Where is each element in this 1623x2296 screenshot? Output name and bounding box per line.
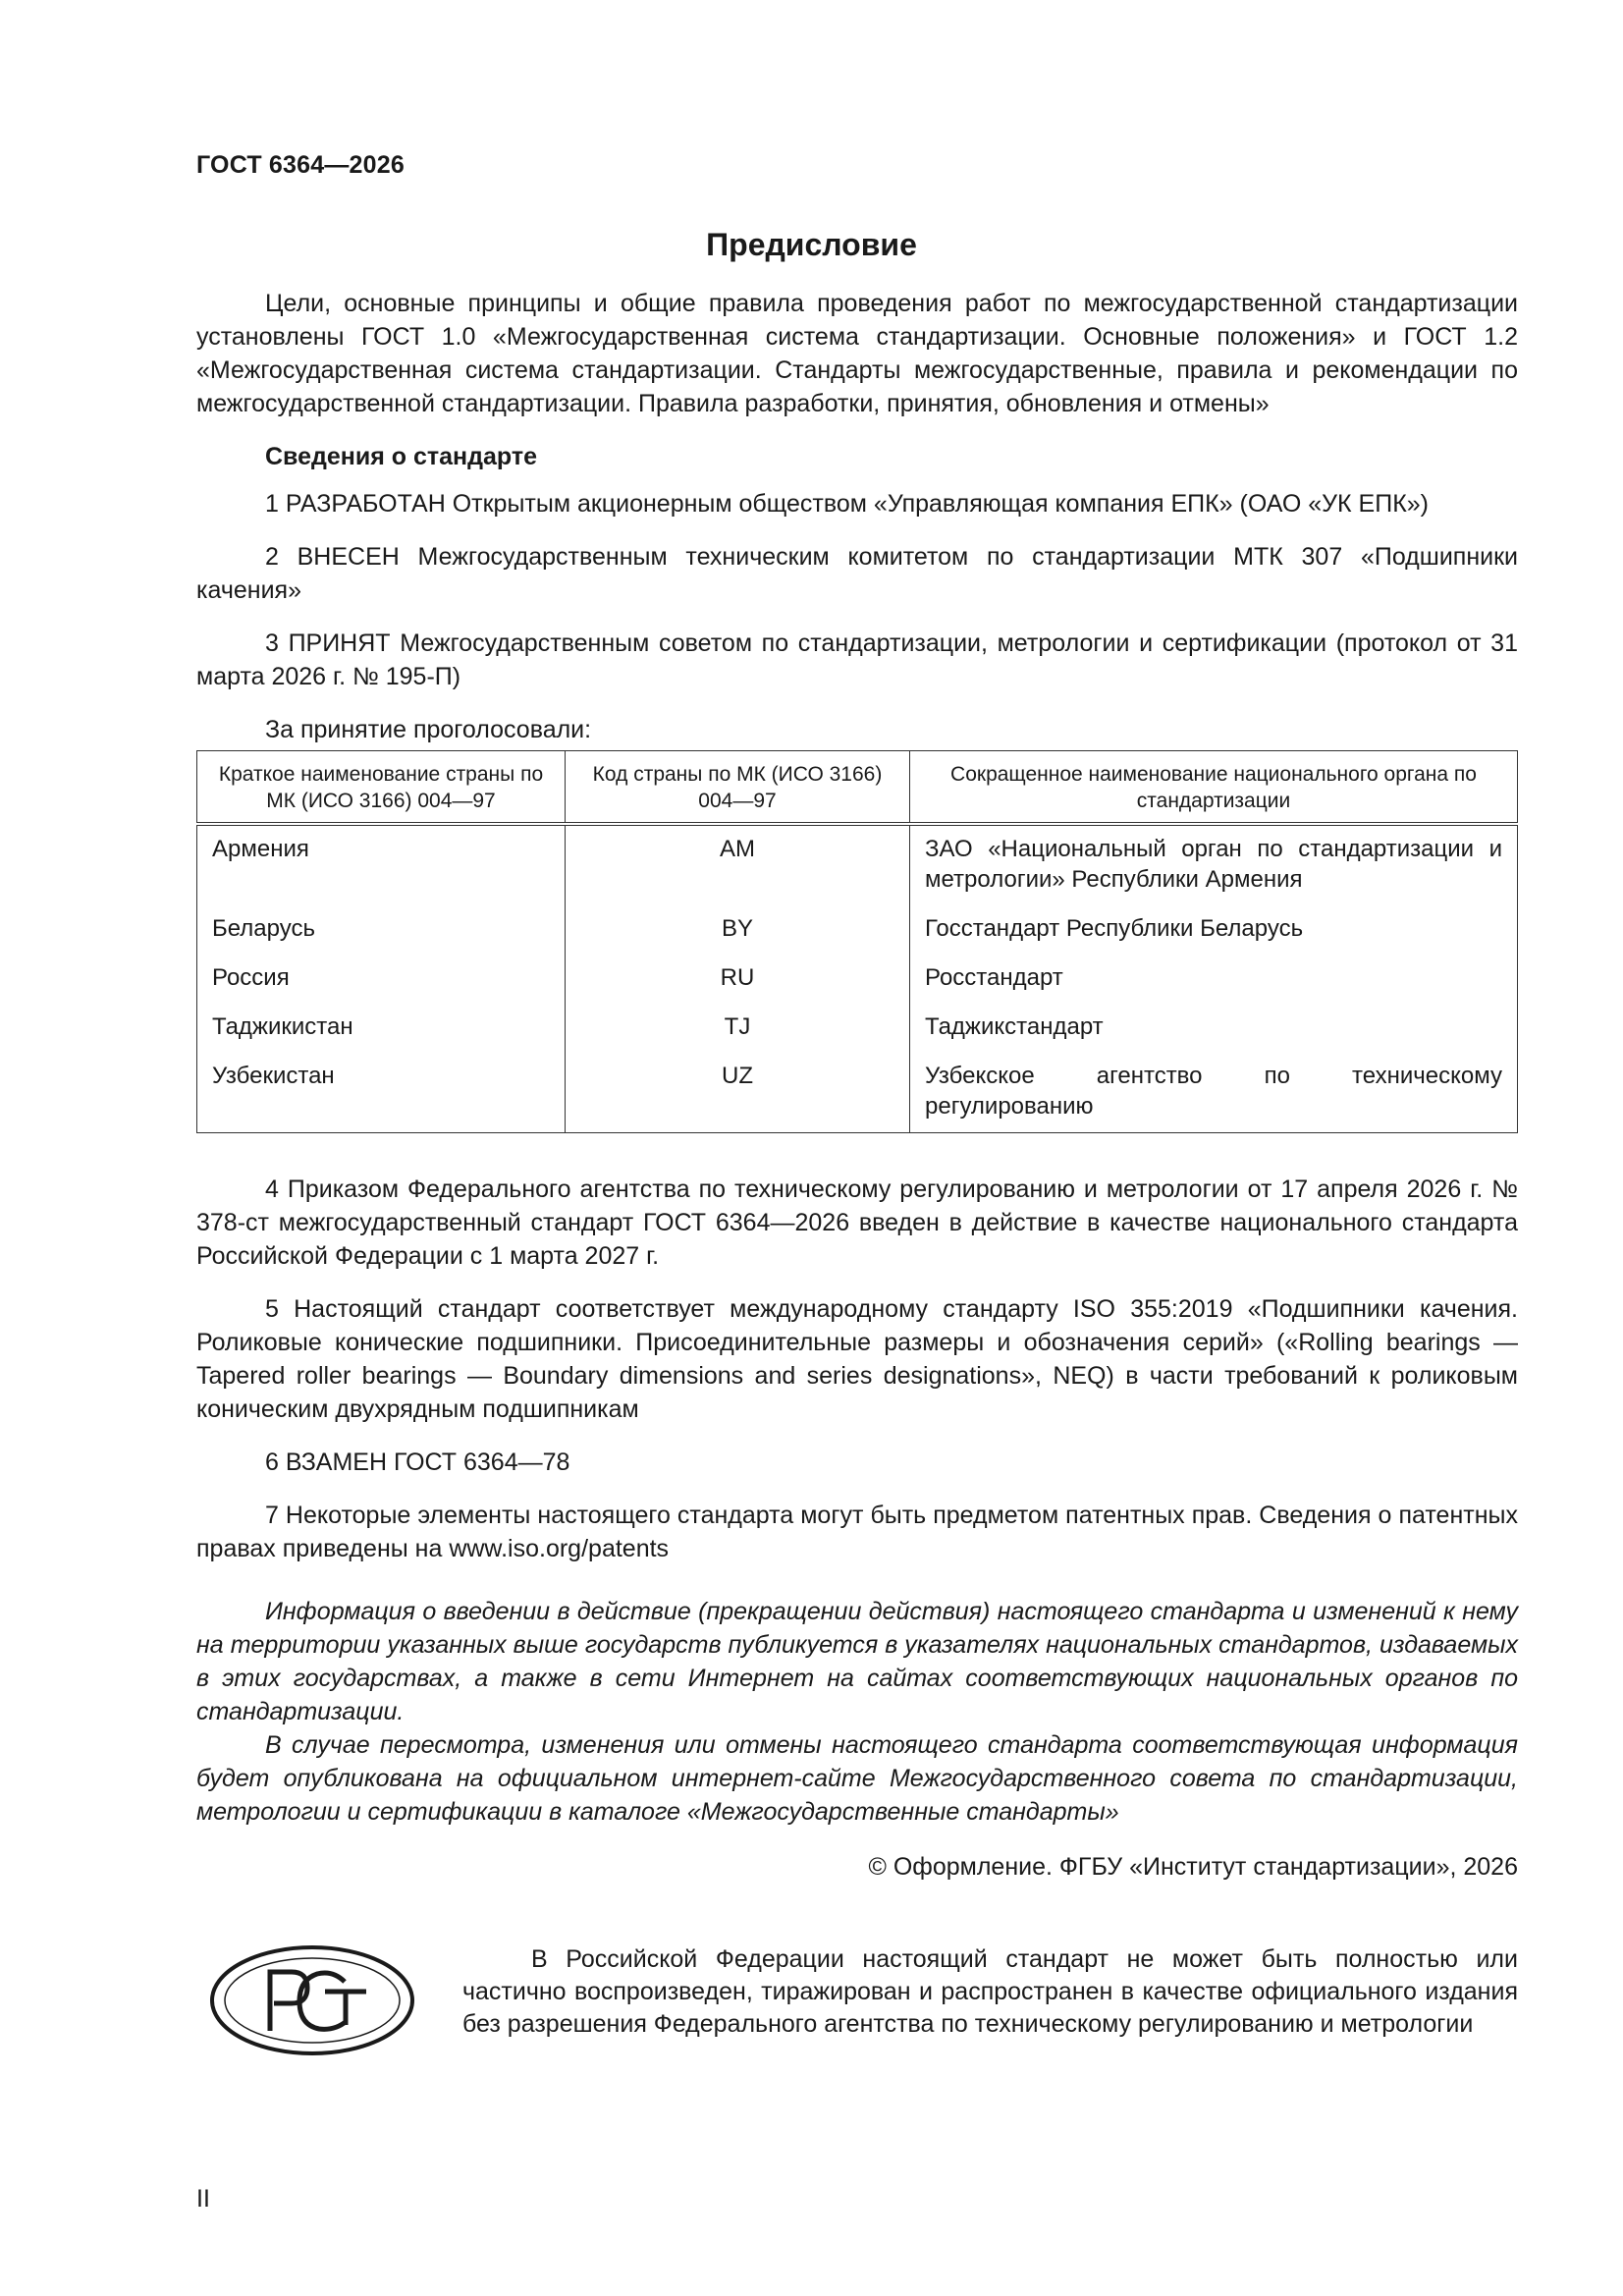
- code-cell: RU: [566, 955, 910, 1004]
- intro-paragraph: Цели, основные принципы и общие правила проведения работ по межгосударственной стандартизации установлены ГОСТ 1.0 «Межгосударственная система стандартизации. Основные положения» и ГОСТ 1.2 «Межгосударственная система стандартизации. Стандарты межгосударственные, правила и рекомендации по межгосударственной стандартизации. Правила разработки, принятия, обновления и отмены»: [196, 290, 1518, 417]
- table-header-code: Код страны по МК (ИСО 3166) 004—97: [566, 751, 910, 825]
- voting-table: [196, 750, 1518, 1133]
- item-replaces: 6 ВЗАМЕН ГОСТ 6364—78: [265, 1449, 570, 1476]
- footer-notice-block: [196, 1943, 1518, 2101]
- org-cell: Таджикстандарт: [910, 1004, 1518, 1053]
- item-introduced: 2 ВНЕСЕН Межгосударственным техническим комитетом по стандартизации МТК 307 «Подшипники качения»: [196, 543, 1518, 604]
- item-developed: 1 РАЗРАБОТАН Открытым акционерным обществом «Управляющая компания ЕПК» (ОАО «УК ЕПК»): [265, 490, 1429, 518]
- item-adopted: 3 ПРИНЯТ Межгосударственным советом по стандартизации, метрологии и сертификации (протокол от 31 марта 2026 г. № 195-П): [196, 629, 1518, 690]
- page-number: II: [196, 2185, 210, 2213]
- table-row: [197, 905, 1518, 955]
- item-patents: 7 Некоторые элементы настоящего стандарта могут быть предметом патентных прав. Сведения о патентных правах приведены на www.iso.org/patents: [196, 1502, 1518, 1562]
- table-header-org: Сокращенное наименование национального органа по стандартизации: [910, 751, 1518, 825]
- code-cell: TJ: [566, 1004, 910, 1053]
- copyright-line: © Оформление. ФГБУ «Институт стандартизации», 2026: [868, 1853, 1518, 1881]
- item-iso: 5 Настоящий стандарт соответствует международному стандарту ISO 355:2019 «Подшипники качения. Роликовые конические подшипники. Присоединительные размеры и обозначения серий» («Rolling bearings — Tapered roller bearings — Boundary dimensions and series designations», NEQ) в части требований к роликовым коническим двухрядным подшипникам: [196, 1295, 1518, 1423]
- reproduction-notice: В Российской Федерации настоящий стандарт не может быть полностью или частично воспроизведен, тиражирован и распространен в качестве официального издания без разрешения Федерального агентства по техническому регулированию и метрологии: [462, 1945, 1518, 2038]
- table-row: [197, 824, 1518, 905]
- rst-logo-icon: [209, 1944, 415, 2057]
- code-cell: AM: [566, 824, 910, 905]
- table-row: [197, 1004, 1518, 1053]
- voted-label: За принятие проголосовали:: [265, 716, 592, 743]
- country-cell: Беларусь: [197, 905, 566, 955]
- page-title: Предисловие: [706, 227, 917, 262]
- country-cell: Узбекистан: [197, 1053, 566, 1133]
- country-cell: Россия: [197, 955, 566, 1004]
- code-cell: UZ: [566, 1053, 910, 1133]
- org-cell: ЗАО «Национальный орган по стандартизации и метрологии» Республики Армения: [910, 824, 1518, 905]
- table-header-country: Краткое наименование страны по МК (ИСО 3166) 004—97: [197, 751, 566, 825]
- document-header: ГОСТ 6364—2026: [196, 151, 405, 179]
- org-cell: Росстандарт: [910, 955, 1518, 1004]
- document-body: [196, 287, 1518, 1884]
- table-row: [197, 1053, 1518, 1133]
- table-row: [197, 955, 1518, 1004]
- item-order: 4 Приказом Федерального агентства по техническому регулированию и метрологии от 17 апреля 2026 г. № 378-ст межгосударственный стандарт ГОСТ 6364—2026 введен в действие в качестве национального стандарта Российской Федерации с 1 марта 2027 г.: [196, 1175, 1518, 1270]
- org-cell: Госстандарт Республики Беларусь: [910, 905, 1518, 955]
- code-cell: BY: [566, 905, 910, 955]
- org-cell: Узбекское агентство по техническому регулированию: [910, 1053, 1518, 1133]
- table-header-row: [197, 751, 1518, 825]
- country-cell: Таджикистан: [197, 1004, 566, 1053]
- info-paragraph-revision: В случае пересмотра, изменения или отмены настоящего стандарта соответствующая информация будет опубликована на официальном интернет-сайте Межгосударственного совета по стандартизации, метрологии и сертификации в каталоге «Межгосударственные стандарты»: [196, 1731, 1518, 1826]
- section-subheading: Сведения о стандарте: [265, 443, 538, 470]
- country-cell: Армения: [197, 824, 566, 905]
- info-paragraph-introduction: Информация о введении в действие (прекращении действия) настоящего стандарта и изменений к нему на территории указанных выше государств публикуется в указателях национальных стандартов, издаваемых в этих государствах, а также в сети Интернет на сайтах соответствующих национальных органов по стандартизации.: [196, 1598, 1518, 1725]
